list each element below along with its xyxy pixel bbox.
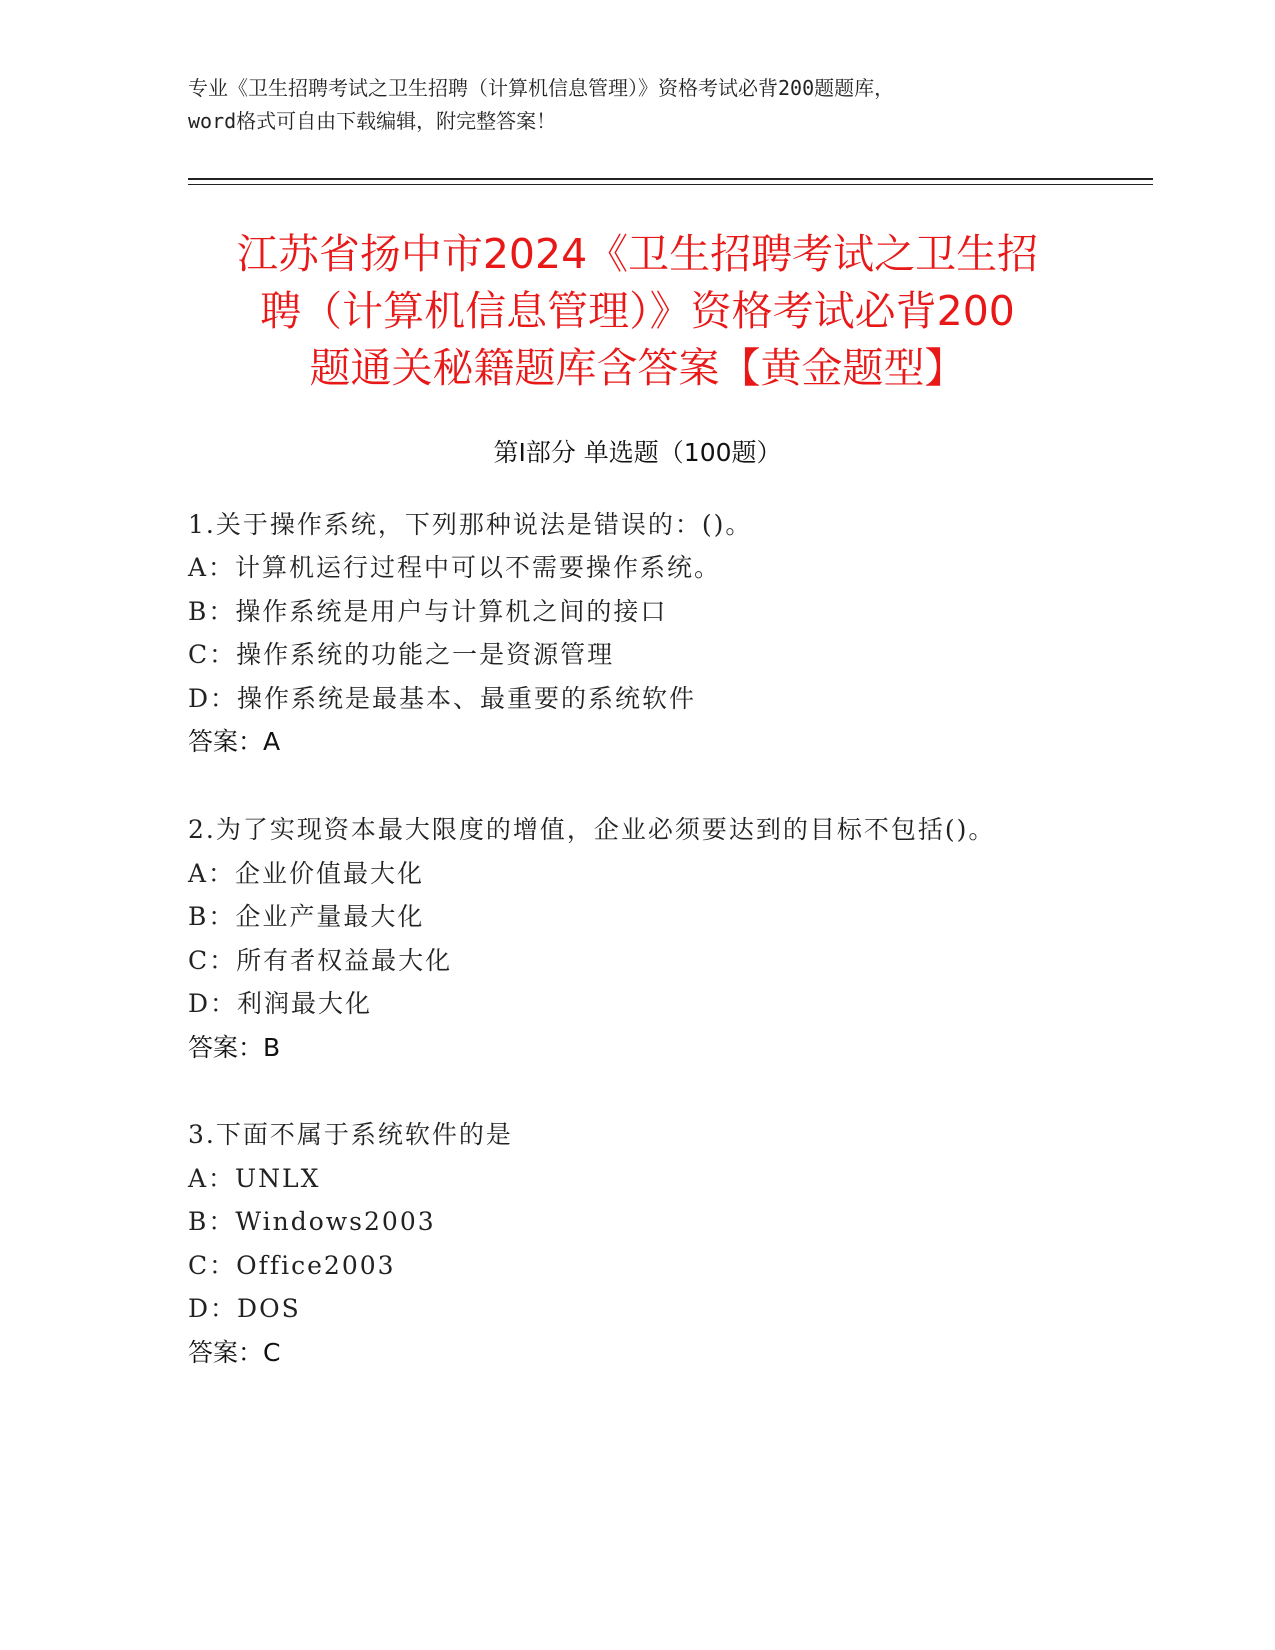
question-2-option-b: B：企业产量最大化 [188,902,425,931]
question-1-option-c: C：操作系统的功能之一是资源管理 [188,640,615,669]
document-title-line-3: 题通关秘籍题库含答案【黄金题型】 [309,344,966,392]
question-3-option-a: A：UNLX [188,1164,321,1193]
question-1-stem: 1.关于操作系统，下列那种说法是错误的：()。 [188,510,753,539]
question-3-option-b: B：Windows2003 [188,1207,436,1236]
question-3-answer: 答案：C [188,1338,281,1367]
question-3-option-d: D：DOS [188,1294,301,1323]
document-title-line-1: 江苏省扬中市2024《卫生招聘考试之卫生招 [236,230,1039,278]
header-note [188,72,1088,138]
header-note-line-2: word格式可自由下载编辑，附完整答案！ [188,109,557,133]
question-3-stem: 3.下面不属于系统软件的是 [188,1120,513,1149]
question-2-option-c: C：所有者权益最大化 [188,946,453,975]
question-1-answer: 答案：A [188,727,281,756]
question-2-option-d: D：利润最大化 [188,989,373,1018]
question-2-answer: 答案：B [188,1033,281,1062]
header-divider-thin [188,184,1153,185]
section-title: 第Ⅰ部分 单选题（100题） [493,438,782,467]
question-2-stem: 2.为了实现资本最大限度的增值，企业必须要达到的目标不包括()。 [188,815,996,844]
question-1-option-a: A：计算机运行过程中可以不需要操作系统。 [188,553,722,582]
question-1-option-b: B：操作系统是用户与计算机之间的接口 [188,597,668,626]
document-title [150,226,1125,397]
header-note-line-1: 专业《卫生招聘考试之卫生招聘（计算机信息管理）》资格考试必背200题题库， [188,76,895,100]
question-3-option-c: C：Office2003 [188,1251,396,1280]
header-divider-thick [188,178,1153,180]
question-2-option-a: A：企业价值最大化 [188,859,425,888]
question-1-option-d: D：操作系统是最基本、最重要的系统软件 [188,684,697,713]
document-title-line-2: 聘（计算机信息管理）》资格考试必背200 [260,287,1015,335]
